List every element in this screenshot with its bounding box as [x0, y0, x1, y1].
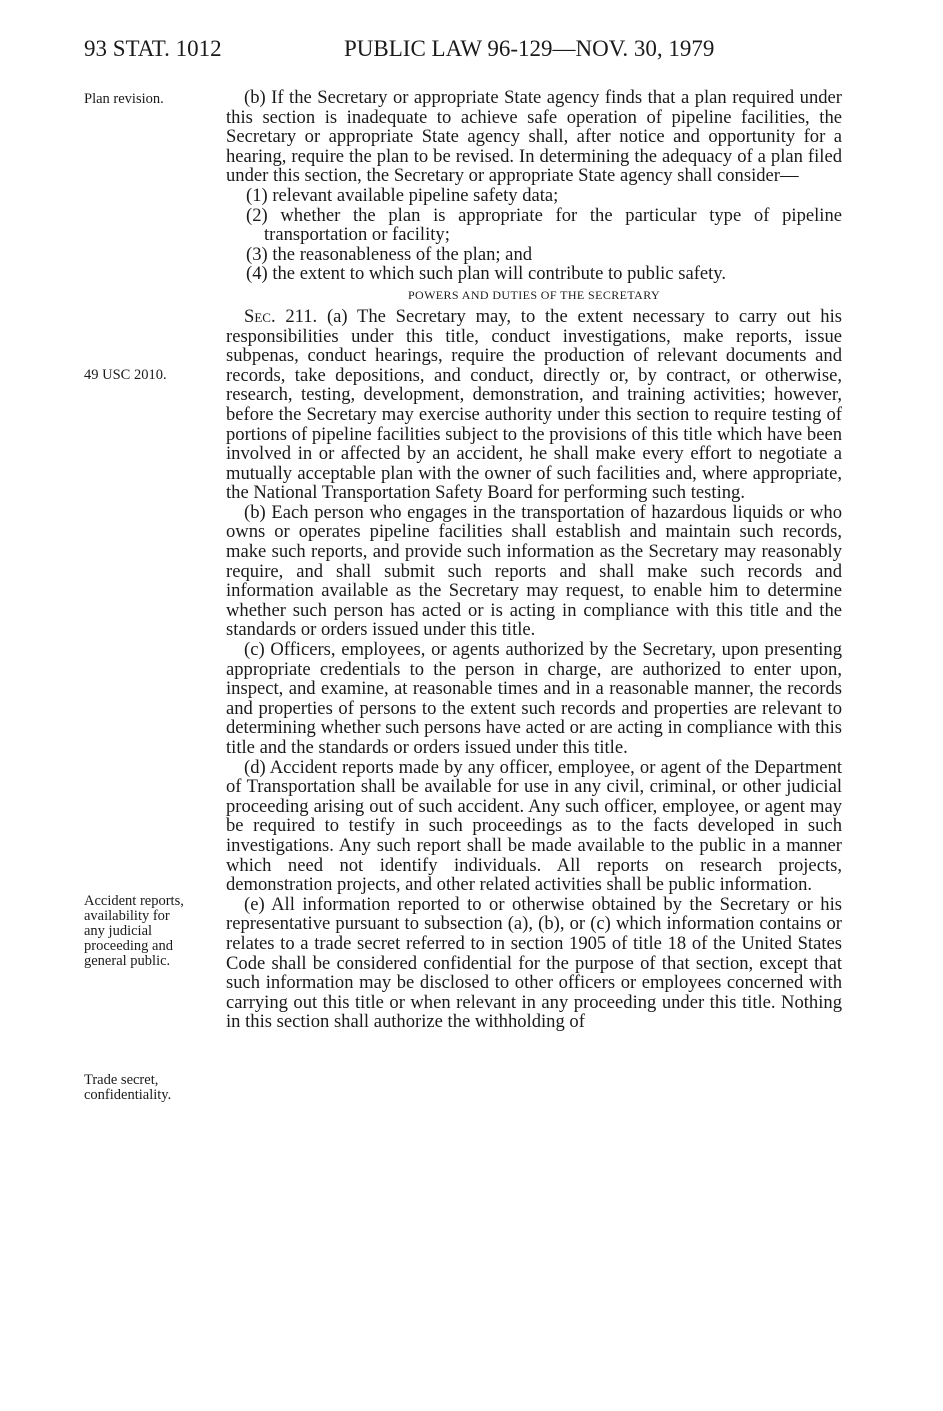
paragraph-c: (c) Officers, employees, or agents authorized by the Secretary, upon presenting appropriate credentials to the person in charge, are authorized to enter upon, inspect, and examine, at reasonable times and in a reasonable manner, the records and properties of persons to the extent such records and properties are relevant to determining whether such persons have acted or are acting in compliance with this title and the standards or orders issued under this title. [226, 639, 842, 758]
margin-note-accident-reports: Accident reports, availability for any judicial proceeding and general public. [84, 893, 184, 969]
list-item: (4) the extent to which such plan will contribute to public safety. [246, 263, 727, 285]
list-item: (1) relevant available pipeline safety data; [246, 184, 559, 206]
margin-note-usc: 49 USC 2010. [84, 367, 167, 383]
paragraph-d: (d) Accident reports made by any officer, employee, or agent of the Department of Transportation shall be available for use in any civil, criminal, or other judicial proceeding arising out of such accident. Any such officer, employee, or agent may be required to testify in such proceedings as to the facts developed in such investigations. Any such report shall be made available to the public in a manner which need not identify individuals. All reports on research projects, demonstration projects, and other related activities shall be public information. [226, 756, 842, 896]
paragraph-a: Sec. 211. (a) The Secretary may, to the extent necessary to carry out his responsibilities under this title, conduct investigations, make reports, issue subpenas, conduct hearings, require the production of relevant documents and records, take depositions, and conduct, directly or, by contract, or otherwise, research, testing, development, demonstration, and training activities; however, before the Secretary may exercise authority under this section to require testing of portions of pipeline facilities subject to the provisions of this title which have been involved in or affected by an accident, he shall make every effort to negotiate a mutually acceptable plan with the owner of such facilities and, where appropriate, the National Transportation Safety Board for performing such testing. [226, 305, 842, 504]
paragraph-e: (e) All information reported to or otherwise obtained by the Secretary or his representative pursuant to subsection (a), (b), or (c) which information contains or relates to a trade secret referred to in section 1905 of title 18 of the United States Code shall be considered confidential for the purpose of that section, except that such information may be disclosed to other officers or employees concerned with carrying out this title or when relevant in any proceeding under this title. Nothing in this section shall authorize the withholding of [226, 893, 842, 1033]
section-heading: POWERS AND DUTIES OF THE SECRETARY [407, 287, 661, 302]
paragraph-b: (b) Each person who engages in the transportation of hazardous liquids or who owns or operates pipeline facilities shall establish and maintain such records, make such reports, and provide such information as the Secretary may reasonably require, and shall submit such reports and shall make such records and information available as the Secretary may request, to enable him to determine whether such person has acted or is acting in compliance with this title and the standards or orders issued under this title. [226, 501, 842, 641]
list-item: (3) the reasonableness of the plan; and [246, 243, 533, 265]
statute-page-number: 93 STAT. 1012 [84, 36, 222, 61]
list-item: (2) whether the plan is appropriate for the particular type of pipeline transportation or facility; [246, 204, 842, 246]
page-header [84, 36, 844, 68]
margin-note-plan-revision: Plan revision. [84, 91, 164, 107]
margin-note-trade-secret: Trade secret, confidentiality. [84, 1072, 172, 1103]
section-label: Sec. 211. [244, 305, 318, 327]
paragraph-b-plan-revision: (b) If the Secretary or appropriate State agency finds that a plan required under this section is inadequate to achieve safe operation of pipeline facilities, the Secretary or appropriate State agency shall, after notice and opportunity for a hearing, require the plan to be revised. In determining the adequacy of a plan filed under this section, the Secretary or appropriate State agency shall consider— [226, 87, 842, 187]
body-text [226, 88, 842, 1032]
public-law-title: PUBLIC LAW 96-129—NOV. 30, 1979 [344, 36, 715, 61]
